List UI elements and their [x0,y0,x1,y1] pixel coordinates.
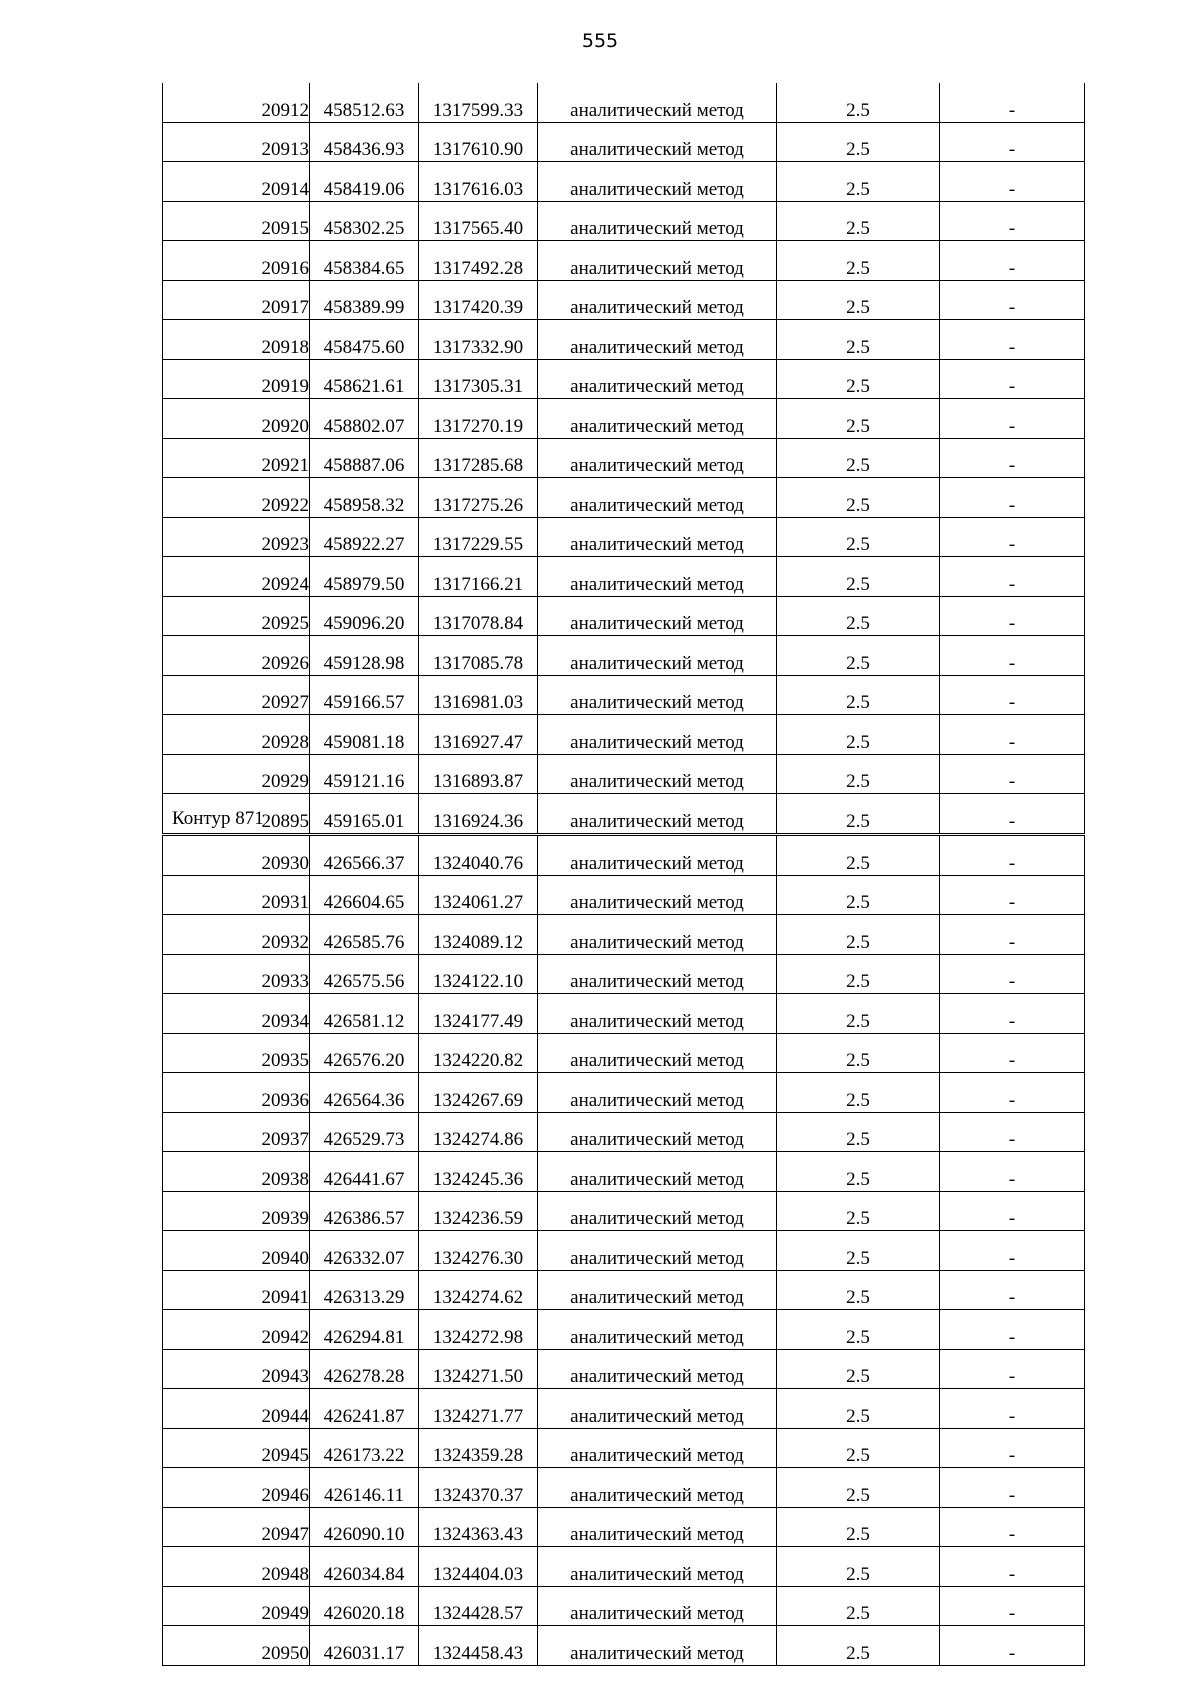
y-coordinate-cell: 1324061.27 [419,875,538,915]
x-coordinate-cell: 458887.06 [310,438,419,478]
precision-cell: 2.5 [777,359,940,399]
description-cell: - [940,954,1085,994]
precision-cell: 2.5 [777,1270,940,1310]
y-coordinate-cell: 1324458.43 [419,1626,538,1666]
table-row [163,875,1085,915]
y-coordinate-cell: 1324177.49 [419,994,538,1034]
table-row [163,1310,1085,1350]
table-row [163,1112,1085,1152]
method-cell: аналитический метод [538,557,777,597]
x-coordinate-cell: 426294.81 [310,1310,419,1350]
precision-cell: 2.5 [777,478,940,518]
y-coordinate-cell: 1324089.12 [419,915,538,955]
y-coordinate-cell: 1317616.03 [419,162,538,202]
table-row [163,1231,1085,1271]
precision-cell: 2.5 [777,122,940,162]
table-row [163,517,1085,557]
method-cell: аналитический метод [538,794,777,834]
precision-cell: 2.5 [777,1547,940,1587]
description-cell: - [940,1349,1085,1389]
precision-cell: 2.5 [777,1033,940,1073]
y-coordinate-cell: 1324236.59 [419,1191,538,1231]
table-row [163,1033,1085,1073]
point-number-cell: 20928 [163,715,310,755]
point-number-cell: 20938 [163,1152,310,1192]
method-cell: аналитический метод [538,994,777,1034]
description-cell: - [940,1310,1085,1350]
method-cell: аналитический метод [538,1626,777,1666]
y-coordinate-cell: 1324245.36 [419,1152,538,1192]
precision-cell: 2.5 [777,557,940,597]
x-coordinate-cell: 458419.06 [310,162,419,202]
description-cell: - [940,1389,1085,1429]
precision-cell: 2.5 [777,1468,940,1508]
table-row [163,1586,1085,1626]
precision-cell: 2.5 [777,280,940,320]
method-cell: аналитический метод [538,83,777,122]
table-row [163,1507,1085,1547]
method-cell: аналитический метод [538,201,777,241]
method-cell: аналитический метод [538,320,777,360]
y-coordinate-cell: 1324274.86 [419,1112,538,1152]
table-row [163,122,1085,162]
precision-cell: 2.5 [777,675,940,715]
description-cell: - [940,1428,1085,1468]
table-row [163,715,1085,755]
method-cell: аналитический метод [538,875,777,915]
x-coordinate-cell: 426604.65 [310,875,419,915]
method-cell: аналитический метод [538,836,777,876]
table-row [163,162,1085,202]
table-row [163,438,1085,478]
y-coordinate-cell: 1324220.82 [419,1033,538,1073]
table-row [163,836,1085,876]
table-row [163,915,1085,955]
table-row [163,954,1085,994]
description-cell: - [940,122,1085,162]
point-number-cell: 20922 [163,478,310,518]
description-cell: - [940,162,1085,202]
description-cell: - [940,320,1085,360]
description-cell: - [940,557,1085,597]
point-number-cell: 20919 [163,359,310,399]
point-number-cell: 20916 [163,241,310,281]
y-coordinate-cell: 1324271.77 [419,1389,538,1429]
point-number-cell: 20918 [163,320,310,360]
point-number-cell: 20949 [163,1586,310,1626]
x-coordinate-cell: 426090.10 [310,1507,419,1547]
description-cell: - [940,438,1085,478]
point-number-cell: 20913 [163,122,310,162]
y-coordinate-cell: 1324359.28 [419,1428,538,1468]
description-cell: - [940,1547,1085,1587]
description-cell: - [940,1073,1085,1113]
point-number-cell: 20920 [163,399,310,439]
precision-cell: 2.5 [777,83,940,122]
method-cell: аналитический метод [538,636,777,676]
point-number-cell: 20915 [163,201,310,241]
x-coordinate-cell: 426278.28 [310,1349,419,1389]
coordinates-table-contour-871 [162,835,1085,1666]
precision-cell: 2.5 [777,1073,940,1113]
method-cell: аналитический метод [538,1468,777,1508]
precision-cell: 2.5 [777,399,940,439]
point-number-cell: 20939 [163,1191,310,1231]
description-cell: - [940,1152,1085,1192]
method-cell: аналитический метод [538,915,777,955]
y-coordinate-cell: 1316927.47 [419,715,538,755]
y-coordinate-cell: 1324267.69 [419,1073,538,1113]
x-coordinate-cell: 426034.84 [310,1547,419,1587]
x-coordinate-cell: 426575.56 [310,954,419,994]
description-cell: - [940,715,1085,755]
precision-cell: 2.5 [777,1349,940,1389]
point-number-cell: 20914 [163,162,310,202]
x-coordinate-cell: 458922.27 [310,517,419,557]
table-row [163,596,1085,636]
description-cell: - [940,201,1085,241]
y-coordinate-cell: 1317275.26 [419,478,538,518]
y-coordinate-cell: 1324122.10 [419,954,538,994]
x-coordinate-cell: 426146.11 [310,1468,419,1508]
method-cell: аналитический метод [538,1152,777,1192]
precision-cell: 2.5 [777,875,940,915]
method-cell: аналитический метод [538,1191,777,1231]
x-coordinate-cell: 426241.87 [310,1389,419,1429]
precision-cell: 2.5 [777,596,940,636]
method-cell: аналитический метод [538,1270,777,1310]
method-cell: аналитический метод [538,715,777,755]
precision-cell: 2.5 [777,994,940,1034]
description-cell: - [940,836,1085,876]
table-body [163,83,1085,833]
table-row [163,1152,1085,1192]
x-coordinate-cell: 458389.99 [310,280,419,320]
point-number-cell: 20927 [163,675,310,715]
description-cell: - [940,675,1085,715]
description-cell: - [940,241,1085,281]
point-number-cell: 20930 [163,836,310,876]
point-number-cell: 20948 [163,1547,310,1587]
y-coordinate-cell: 1317599.33 [419,83,538,122]
table-row [163,280,1085,320]
description-cell: - [940,399,1085,439]
x-coordinate-cell: 426020.18 [310,1586,419,1626]
y-coordinate-cell: 1316981.03 [419,675,538,715]
table-row [163,1468,1085,1508]
x-coordinate-cell: 459166.57 [310,675,419,715]
x-coordinate-cell: 458384.65 [310,241,419,281]
point-number-cell: 20935 [163,1033,310,1073]
x-coordinate-cell: 459081.18 [310,715,419,755]
x-coordinate-cell: 459165.01 [310,794,419,834]
y-coordinate-cell: 1316924.36 [419,794,538,834]
point-number-cell: 20937 [163,1112,310,1152]
point-number-cell: 20895 [163,794,310,834]
table-row [163,675,1085,715]
table-row [163,201,1085,241]
point-number-cell: 20931 [163,875,310,915]
precision-cell: 2.5 [777,715,940,755]
table-row [163,1191,1085,1231]
y-coordinate-cell: 1317166.21 [419,557,538,597]
x-coordinate-cell: 458475.60 [310,320,419,360]
method-cell: аналитический метод [538,1112,777,1152]
precision-cell: 2.5 [777,1586,940,1626]
precision-cell: 2.5 [777,241,940,281]
table-row [163,636,1085,676]
method-cell: аналитический метод [538,1586,777,1626]
table-body [163,836,1085,1666]
description-cell: - [940,794,1085,834]
precision-cell: 2.5 [777,794,940,834]
x-coordinate-cell: 426576.20 [310,1033,419,1073]
point-number-cell: 20925 [163,596,310,636]
description-cell: - [940,1231,1085,1271]
precision-cell: 2.5 [777,1152,940,1192]
y-coordinate-cell: 1324276.30 [419,1231,538,1271]
precision-cell: 2.5 [777,915,940,955]
x-coordinate-cell: 458512.63 [310,83,419,122]
precision-cell: 2.5 [777,954,940,994]
method-cell: аналитический метод [538,1073,777,1113]
point-number-cell: 20929 [163,754,310,794]
method-cell: аналитический метод [538,1547,777,1587]
method-cell: аналитический метод [538,1389,777,1429]
table-row [163,1389,1085,1429]
x-coordinate-cell: 458302.25 [310,201,419,241]
x-coordinate-cell: 426441.67 [310,1152,419,1192]
x-coordinate-cell: 459128.98 [310,636,419,676]
method-cell: аналитический метод [538,1349,777,1389]
table-row [163,1428,1085,1468]
y-coordinate-cell: 1317332.90 [419,320,538,360]
x-coordinate-cell: 426581.12 [310,994,419,1034]
y-coordinate-cell: 1324363.43 [419,1507,538,1547]
x-coordinate-cell: 426585.76 [310,915,419,955]
y-coordinate-cell: 1317420.39 [419,280,538,320]
method-cell: аналитический метод [538,1033,777,1073]
coordinates-table [162,83,1085,834]
y-coordinate-cell: 1324040.76 [419,836,538,876]
table-row [163,320,1085,360]
x-coordinate-cell: 426313.29 [310,1270,419,1310]
description-cell: - [940,1626,1085,1666]
precision-cell: 2.5 [777,201,940,241]
point-number-cell: 20946 [163,1468,310,1508]
table-row [163,83,1085,122]
method-cell: аналитический метод [538,517,777,557]
table-row [163,241,1085,281]
method-cell: аналитический метод [538,675,777,715]
precision-cell: 2.5 [777,1112,940,1152]
description-cell: - [940,1270,1085,1310]
method-cell: аналитический метод [538,162,777,202]
y-coordinate-cell: 1324272.98 [419,1310,538,1350]
x-coordinate-cell: 459121.16 [310,754,419,794]
y-coordinate-cell: 1324428.57 [419,1586,538,1626]
x-coordinate-cell: 458621.61 [310,359,419,399]
method-cell: аналитический метод [538,438,777,478]
x-coordinate-cell: 458958.32 [310,478,419,518]
point-number-cell: 20917 [163,280,310,320]
y-coordinate-cell: 1324404.03 [419,1547,538,1587]
y-coordinate-cell: 1317285.68 [419,438,538,478]
description-cell: - [940,478,1085,518]
point-number-cell: 20942 [163,1310,310,1350]
contour-label: Контур 871 [172,808,264,829]
x-coordinate-cell: 426173.22 [310,1428,419,1468]
method-cell: аналитический метод [538,399,777,439]
precision-cell: 2.5 [777,1231,940,1271]
y-coordinate-cell: 1317229.55 [419,517,538,557]
y-coordinate-cell: 1317492.28 [419,241,538,281]
page-number: 555 [581,30,619,52]
table-row [163,994,1085,1034]
y-coordinate-cell: 1316893.87 [419,754,538,794]
description-cell: - [940,994,1085,1034]
y-coordinate-cell: 1324274.62 [419,1270,538,1310]
x-coordinate-cell: 426564.36 [310,1073,419,1113]
x-coordinate-cell: 426031.17 [310,1626,419,1666]
y-coordinate-cell: 1317078.84 [419,596,538,636]
table-row [163,1547,1085,1587]
method-cell: аналитический метод [538,478,777,518]
table-row [163,754,1085,794]
description-cell: - [940,1191,1085,1231]
point-number-cell: 20932 [163,915,310,955]
method-cell: аналитический метод [538,1428,777,1468]
precision-cell: 2.5 [777,1389,940,1429]
table-row [163,478,1085,518]
method-cell: аналитический метод [538,954,777,994]
precision-cell: 2.5 [777,1428,940,1468]
description-cell: - [940,1468,1085,1508]
y-coordinate-cell: 1324271.50 [419,1349,538,1389]
point-number-cell: 20943 [163,1349,310,1389]
description-cell: - [940,83,1085,122]
y-coordinate-cell: 1317565.40 [419,201,538,241]
precision-cell: 2.5 [777,1191,940,1231]
precision-cell: 2.5 [777,1310,940,1350]
x-coordinate-cell: 426332.07 [310,1231,419,1271]
x-coordinate-cell: 426566.37 [310,836,419,876]
x-coordinate-cell: 426386.57 [310,1191,419,1231]
description-cell: - [940,754,1085,794]
x-coordinate-cell: 458436.93 [310,122,419,162]
table-row [163,557,1085,597]
point-number-cell: 20921 [163,438,310,478]
table-row [163,399,1085,439]
y-coordinate-cell: 1324370.37 [419,1468,538,1508]
description-cell: - [940,1033,1085,1073]
method-cell: аналитический метод [538,241,777,281]
point-number-cell: 20945 [163,1428,310,1468]
table-row [163,1270,1085,1310]
precision-cell: 2.5 [777,636,940,676]
point-number-cell: 20944 [163,1389,310,1429]
y-coordinate-cell: 1317270.19 [419,399,538,439]
method-cell: аналитический метод [538,280,777,320]
point-number-cell: 20950 [163,1626,310,1666]
table-row [163,1626,1085,1666]
description-cell: - [940,1112,1085,1152]
table-row [163,1349,1085,1389]
precision-cell: 2.5 [777,1626,940,1666]
point-number-cell: 20947 [163,1507,310,1547]
table-row [163,1073,1085,1113]
point-number-cell: 20924 [163,557,310,597]
table-row [163,794,1085,834]
description-cell: - [940,596,1085,636]
method-cell: аналитический метод [538,122,777,162]
y-coordinate-cell: 1317610.90 [419,122,538,162]
precision-cell: 2.5 [777,438,940,478]
description-cell: - [940,280,1085,320]
point-number-cell: 20941 [163,1270,310,1310]
precision-cell: 2.5 [777,754,940,794]
method-cell: аналитический метод [538,359,777,399]
x-coordinate-cell: 458979.50 [310,557,419,597]
precision-cell: 2.5 [777,836,940,876]
method-cell: аналитический метод [538,596,777,636]
precision-cell: 2.5 [777,517,940,557]
x-coordinate-cell: 459096.20 [310,596,419,636]
description-cell: - [940,517,1085,557]
description-cell: - [940,636,1085,676]
precision-cell: 2.5 [777,162,940,202]
x-coordinate-cell: 458802.07 [310,399,419,439]
method-cell: аналитический метод [538,1231,777,1271]
point-number-cell: 20940 [163,1231,310,1271]
point-number-cell: 20933 [163,954,310,994]
point-number-cell: 20923 [163,517,310,557]
method-cell: аналитический метод [538,1507,777,1547]
description-cell: - [940,875,1085,915]
precision-cell: 2.5 [777,320,940,360]
point-number-cell: 20912 [163,83,310,122]
description-cell: - [940,1507,1085,1547]
y-coordinate-cell: 1317085.78 [419,636,538,676]
point-number-cell: 20934 [163,994,310,1034]
table-row [163,359,1085,399]
point-number-cell: 20926 [163,636,310,676]
x-coordinate-cell: 426529.73 [310,1112,419,1152]
method-cell: аналитический метод [538,754,777,794]
description-cell: - [940,915,1085,955]
description-cell: - [940,359,1085,399]
description-cell: - [940,1586,1085,1626]
precision-cell: 2.5 [777,1507,940,1547]
method-cell: аналитический метод [538,1310,777,1350]
y-coordinate-cell: 1317305.31 [419,359,538,399]
point-number-cell: 20936 [163,1073,310,1113]
